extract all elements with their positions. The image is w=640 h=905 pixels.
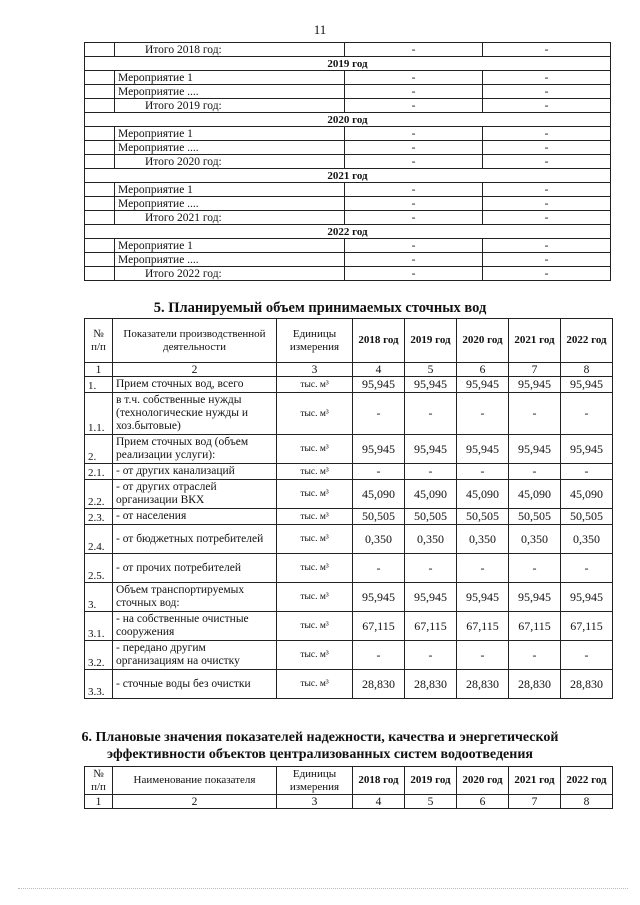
column-number: 7 [509,363,561,377]
row-value: 50,505 [457,509,509,525]
page-bottom-rule [18,888,628,889]
row-value: - [353,641,405,670]
activity-label: Мероприятие 1 [115,183,345,197]
row-value: 0,350 [353,525,405,554]
activity-label: Мероприятие 1 [115,127,345,141]
activity-row [85,197,611,211]
activity-row [85,99,611,113]
row-unit: тыс. м³ [277,464,353,480]
column-number: 2 [113,363,277,377]
blank-cell [85,141,115,155]
table-row [85,583,613,612]
row-value: - [509,393,561,435]
row-value: 45,090 [405,480,457,509]
row-value: 45,090 [509,480,561,509]
column-number: 6 [457,363,509,377]
column-number: 2 [113,795,277,809]
section5-title: 5. Планируемый объем принимаемых сточных вод [153,300,487,316]
column-number: 3 [277,363,353,377]
column-number: 3 [277,795,353,809]
activity-row [85,43,611,57]
row-label: Прием сточных вод, всего [113,377,277,393]
row-value: 45,090 [353,480,405,509]
table-header-row [85,319,613,363]
column-number-row [85,795,613,809]
table-row [85,525,613,554]
row-unit: тыс. м³ [277,583,353,612]
column-header: Единицы измерения [277,319,353,363]
row-value: - [405,641,457,670]
activity-value: - [345,127,483,141]
table-row [85,509,613,525]
row-unit: тыс. м³ [277,377,353,393]
row-value: - [353,393,405,435]
row-unit: тыс. м³ [277,641,353,670]
activity-value: - [483,155,611,169]
table-row [85,612,613,641]
column-number: 1 [85,795,113,809]
row-value: - [561,554,613,583]
row-value: - [509,641,561,670]
row-number: 1. [85,377,113,393]
row-value: 67,115 [353,612,405,641]
column-header: Показатели производственной деятельности [113,319,277,363]
row-unit: тыс. м³ [277,554,353,583]
column-header: Наименование показателя [113,767,277,795]
row-value: 0,350 [405,525,457,554]
activity-row [85,85,611,99]
year-header-row [85,57,611,71]
activity-value: - [483,99,611,113]
row-value: 95,945 [509,435,561,464]
row-value: 28,830 [457,670,509,699]
row-value: 67,115 [457,612,509,641]
row-number: 2. [85,435,113,464]
row-value: - [457,641,509,670]
activity-row [85,253,611,267]
row-value: 28,830 [405,670,457,699]
table-row [85,554,613,583]
blank-cell [85,43,115,57]
page-number: 11 [313,22,327,37]
row-number: 2.3. [85,509,113,525]
table-row [85,670,613,699]
row-label: - на собственные очистные сооружения [113,612,277,641]
row-value: - [509,554,561,583]
activity-value: - [345,267,483,281]
row-label: - от прочих потребителей [113,554,277,583]
row-number: 3.3. [85,670,113,699]
row-value: - [561,641,613,670]
blank-cell [85,239,115,253]
row-value: 67,115 [405,612,457,641]
row-unit: тыс. м³ [277,612,353,641]
blank-cell [85,127,115,141]
table-row [85,393,613,435]
activity-value: - [483,71,611,85]
column-header: 2019 год [405,767,457,795]
row-label: - сточные воды без очистки [113,670,277,699]
activity-row [85,211,611,225]
column-header: 2021 год [509,767,561,795]
column-header: 2018 год [353,767,405,795]
blank-cell [85,253,115,267]
column-header: 2018 год [353,319,405,363]
row-value: 95,945 [405,435,457,464]
activity-label: Итого 2020 год: [115,155,345,169]
row-number: 2.2. [85,480,113,509]
row-value: - [561,464,613,480]
column-header: Единицы измерения [277,767,353,795]
column-header: 2022 год [561,319,613,363]
column-number: 8 [561,363,613,377]
column-number: 5 [405,363,457,377]
activity-value: - [483,239,611,253]
row-value: 28,830 [353,670,405,699]
section6-title-line2: эффективности объектов централизованных систем водоотведения [107,747,533,762]
row-value: 50,505 [561,509,613,525]
activity-row [85,239,611,253]
activity-label: Итого 2021 год: [115,211,345,225]
row-value: - [353,554,405,583]
row-label: - от других канализаций [113,464,277,480]
activity-value: - [483,197,611,211]
row-label: - от других отраслей организации ВКХ [113,480,277,509]
reliability-indicators-table [84,766,613,809]
row-unit: тыс. м³ [277,509,353,525]
activity-value: - [345,71,483,85]
row-unit: тыс. м³ [277,525,353,554]
row-value: 45,090 [561,480,613,509]
table-row [85,480,613,509]
blank-cell [85,211,115,225]
row-value: - [457,393,509,435]
activity-label: Итого 2019 год: [115,99,345,113]
row-value: 0,350 [509,525,561,554]
year-label: 2021 год [85,169,611,183]
blank-cell [85,183,115,197]
row-value: 0,350 [457,525,509,554]
row-value: - [353,464,405,480]
row-label: - от бюджетных потребителей [113,525,277,554]
row-value: - [405,393,457,435]
activity-value: - [345,239,483,253]
row-number: 1.1. [85,393,113,435]
activity-value: - [345,99,483,113]
activity-label: Мероприятие .... [115,197,345,211]
row-value: 95,945 [353,583,405,612]
column-header: 2022 год [561,767,613,795]
table-row [85,377,613,393]
activity-value: - [483,43,611,57]
year-header-row [85,113,611,127]
activity-label: Итого 2022 год: [115,267,345,281]
activity-value: - [345,253,483,267]
row-number: 3. [85,583,113,612]
activity-value: - [345,183,483,197]
column-header: № п/п [85,767,113,795]
row-value: - [561,393,613,435]
row-value: 50,505 [353,509,405,525]
table-row [85,641,613,670]
activity-value: - [483,267,611,281]
row-value: - [509,464,561,480]
row-value: 45,090 [457,480,509,509]
row-number: 2.5. [85,554,113,583]
activity-value: - [483,141,611,155]
row-value: 50,505 [509,509,561,525]
activity-value: - [345,85,483,99]
blank-cell [85,155,115,169]
table-header-row [85,767,613,795]
row-value: 0,350 [561,525,613,554]
row-number: 2.1. [85,464,113,480]
activity-label: Итого 2018 год: [115,43,345,57]
row-value: 67,115 [509,612,561,641]
column-number: 6 [457,795,509,809]
row-unit: тыс. м³ [277,435,353,464]
activity-row [85,267,611,281]
row-label: Прием сточных вод (объем реализации услуги): [113,435,277,464]
activity-label: Мероприятие .... [115,85,345,99]
row-value: 95,945 [561,377,613,393]
blank-cell [85,85,115,99]
row-value: 28,830 [561,670,613,699]
blank-cell [85,267,115,281]
column-header: 2019 год [405,319,457,363]
column-number: 5 [405,795,457,809]
activity-value: - [483,127,611,141]
column-header: 2020 год [457,767,509,795]
column-header: 2021 год [509,319,561,363]
year-header-row [85,225,611,239]
blank-cell [85,71,115,85]
row-value: 95,945 [457,435,509,464]
top-table [84,42,611,281]
activity-label: Мероприятие .... [115,141,345,155]
blank-cell [85,99,115,113]
row-number: 3.1. [85,612,113,641]
row-value: 67,115 [561,612,613,641]
section6-title-line1: 6. Плановые значения показателей надежности, качества и энергетической [81,730,559,745]
row-value: - [457,464,509,480]
row-label: - передано другим организациям на очистку [113,641,277,670]
column-number: 1 [85,363,113,377]
row-value: 95,945 [405,583,457,612]
row-value: 95,945 [457,377,509,393]
activity-value: - [483,253,611,267]
activity-row [85,71,611,85]
activity-label: Мероприятие 1 [115,71,345,85]
row-number: 2.4. [85,525,113,554]
activity-value: - [483,85,611,99]
activity-value: - [483,211,611,225]
activity-value: - [345,155,483,169]
year-label: 2019 год [85,57,611,71]
row-value: 95,945 [509,583,561,612]
row-label: в т.ч. собственные нужды (технологические нужды и хоз.бытовые) [113,393,277,435]
activity-label: Мероприятие .... [115,253,345,267]
row-value: - [405,464,457,480]
row-value: 95,945 [405,377,457,393]
year-header-row [85,169,611,183]
column-number: 8 [561,795,613,809]
row-unit: тыс. м³ [277,393,353,435]
row-unit: тыс. м³ [277,480,353,509]
year-label: 2022 год [85,225,611,239]
column-number: 4 [353,363,405,377]
column-header: № п/п [85,319,113,363]
activity-row [85,155,611,169]
column-header: 2020 год [457,319,509,363]
row-value: 95,945 [353,435,405,464]
row-value: 95,945 [561,435,613,464]
year-label: 2020 год [85,113,611,127]
row-number: 3.2. [85,641,113,670]
row-value: 28,830 [509,670,561,699]
column-number: 4 [353,795,405,809]
row-label: - от населения [113,509,277,525]
activity-value: - [345,141,483,155]
row-value: 95,945 [509,377,561,393]
activity-row [85,127,611,141]
activity-value: - [345,197,483,211]
row-label: Объем транспортируемых сточных вод: [113,583,277,612]
column-number: 7 [509,795,561,809]
row-value: - [457,554,509,583]
activity-value: - [345,43,483,57]
activity-value: - [345,211,483,225]
activity-row [85,141,611,155]
activity-value: - [483,183,611,197]
table-row [85,464,613,480]
activity-label: Мероприятие 1 [115,239,345,253]
blank-cell [85,197,115,211]
row-value: 50,505 [405,509,457,525]
activity-row [85,183,611,197]
wastewater-volume-table [84,318,613,699]
row-unit: тыс. м³ [277,670,353,699]
table-row [85,435,613,464]
row-value: 95,945 [561,583,613,612]
row-value: - [405,554,457,583]
row-value: 95,945 [457,583,509,612]
row-value: 95,945 [353,377,405,393]
column-number-row [85,363,613,377]
